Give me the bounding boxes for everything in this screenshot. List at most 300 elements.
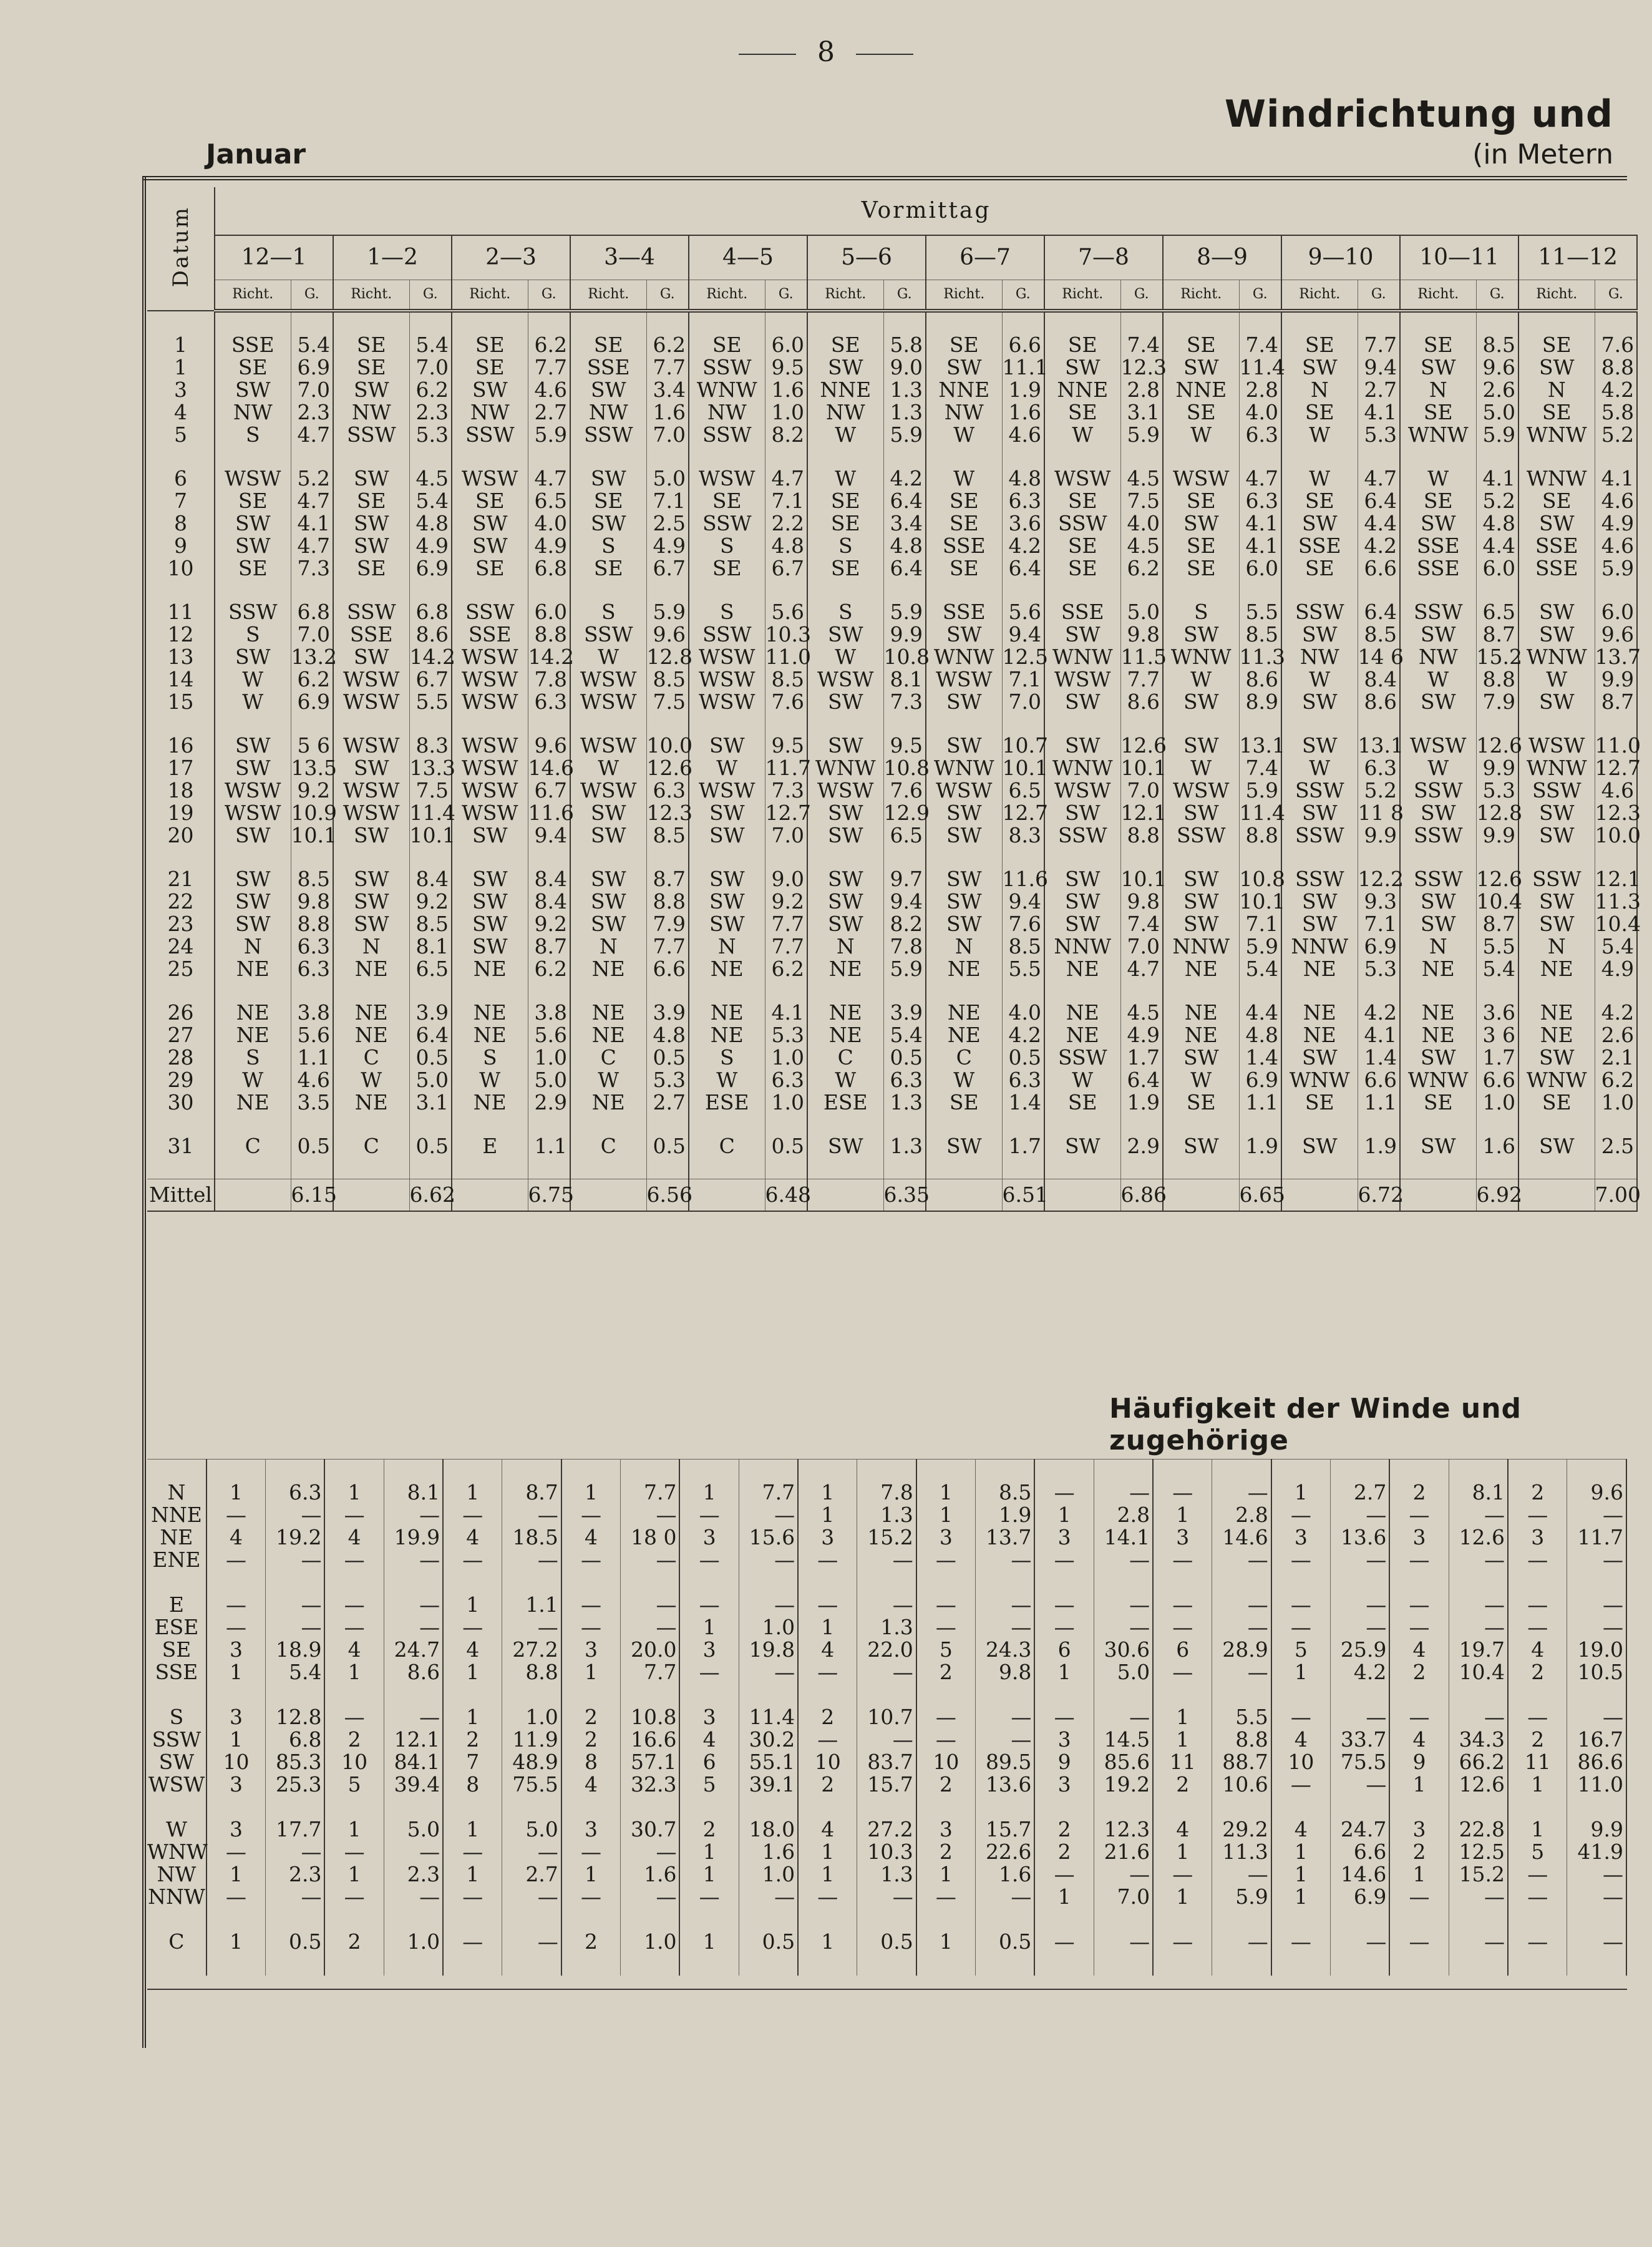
freq-speed: — <box>266 1594 325 1616</box>
freq-count: 2 <box>561 1706 621 1728</box>
day-cell: 24 <box>147 935 215 958</box>
freq-count: 3 <box>679 1639 739 1661</box>
speed-cell: 5.2 <box>1476 490 1518 512</box>
direction-cell: NW <box>689 401 765 424</box>
freq-row <box>147 1863 1626 1886</box>
freq-speed: 11.0 <box>1567 1773 1626 1796</box>
direction-cell: N <box>215 935 291 958</box>
direction-cell: SW <box>1163 1046 1239 1069</box>
freq-direction: S <box>147 1706 206 1728</box>
freq-count: — <box>1508 1549 1567 1571</box>
direction-cell: SE <box>689 490 765 512</box>
direction-cell: NE <box>1400 1002 1476 1024</box>
gap-cell <box>883 713 926 734</box>
freq-top-spacer <box>147 1459 1626 1481</box>
day-cell: 16 <box>147 734 215 757</box>
direction-cell: WSW <box>689 668 765 691</box>
direction-cell: N <box>926 935 1002 958</box>
direction-cell: C <box>807 1046 883 1069</box>
speed-cell: 4.8 <box>883 535 926 557</box>
freq-speed: — <box>1212 1594 1271 1616</box>
freq-speed: 55.1 <box>739 1751 798 1773</box>
gap-cell <box>689 1158 765 1179</box>
direction-cell: SE <box>215 356 291 379</box>
direction-cell: SSW <box>1044 1046 1120 1069</box>
speed-cell: 8.7 <box>646 868 689 890</box>
direction-cell: NE <box>1281 1024 1358 1046</box>
direction-cell: S <box>689 535 765 557</box>
mittel-value: 7.00 <box>1595 1179 1637 1212</box>
datum-header <box>147 187 215 311</box>
direction-cell: NE <box>570 1024 646 1046</box>
gap-cell <box>528 1114 570 1135</box>
speed-cell: 5.4 <box>1595 935 1637 958</box>
freq-count: — <box>1034 1863 1094 1886</box>
speed-cell: 11.0 <box>1595 733 1641 758</box>
gap-cell <box>976 1684 1035 1706</box>
table-row <box>147 1135 1637 1158</box>
gap-cell <box>409 1158 452 1179</box>
speed-cell: 8.5 <box>765 668 807 691</box>
gap-cell <box>1518 1158 1595 1179</box>
freq-speed: — <box>621 1504 680 1526</box>
speed-cell: 5.4 <box>409 334 452 356</box>
gap-cell <box>570 311 646 334</box>
direction-cell: SE <box>452 334 528 356</box>
direction-cell: W <box>215 691 291 713</box>
speed-cell: 10.1 <box>291 823 337 847</box>
freq-count: — <box>1508 1931 1567 1953</box>
speed-cell: 6.5 <box>1476 601 1518 623</box>
speed-cell: 12.2 <box>1358 867 1404 891</box>
direction-cell: SW <box>1044 1135 1120 1158</box>
gap-cell <box>333 1158 409 1179</box>
direction-cell: SW <box>1518 1135 1595 1158</box>
freq-count: — <box>561 1549 621 1571</box>
gap-cell <box>1239 1158 1281 1179</box>
freq-count: — <box>1271 1616 1331 1639</box>
gap-cell <box>1002 1114 1044 1135</box>
mittel-value: 6.56 <box>646 1179 689 1212</box>
direction-cell: SW <box>807 356 883 379</box>
freq-speed: — <box>1212 1931 1271 1953</box>
gap-cell <box>976 1459 1035 1481</box>
freq-count: 4 <box>1508 1639 1567 1661</box>
speed-cell: 13.1 <box>1239 733 1285 758</box>
direction-cell: SE <box>1281 557 1358 580</box>
day-cell: 1 <box>147 334 215 356</box>
freq-count: 1 <box>443 1661 502 1684</box>
direction-cell: SSE <box>1400 535 1476 557</box>
gap-cell <box>739 1953 798 1976</box>
freq-count: 5 <box>324 1773 384 1796</box>
gap-cell <box>324 1796 384 1818</box>
gap-cell <box>1153 1796 1212 1818</box>
freq-count: 1 <box>206 1863 266 1886</box>
speed-cell: 5.9 <box>1476 424 1518 446</box>
freq-speed: — <box>1567 1594 1626 1616</box>
freq-count: 9 <box>1034 1751 1094 1773</box>
gap-cell <box>1518 980 1595 1002</box>
speed-cell: 8.3 <box>409 734 452 757</box>
speed-cell: 7.7 <box>765 913 807 935</box>
freq-speed: 14.6 <box>1331 1863 1390 1886</box>
speed-cell: 4.5 <box>1120 467 1163 490</box>
direction-cell: NE <box>1163 1024 1239 1046</box>
freq-row <box>147 1818 1626 1841</box>
freq-direction: SW <box>147 1751 206 1773</box>
table-row <box>147 535 1637 557</box>
speed-cell: 7.7 <box>765 935 807 958</box>
direction-cell: W <box>215 668 291 691</box>
freq-speed: — <box>1212 1661 1271 1684</box>
gap-cell <box>1094 1953 1153 1976</box>
mittel-value: 6.92 <box>1476 1179 1518 1212</box>
freq-count: 4 <box>679 1728 739 1751</box>
freq-count: 3 <box>561 1639 621 1661</box>
freq-count: 1 <box>1508 1773 1567 1796</box>
freq-speed: — <box>1094 1481 1153 1504</box>
freq-row <box>147 1639 1626 1661</box>
gap-cell <box>646 847 689 868</box>
speed-cell: 1.6 <box>646 401 689 424</box>
gap-cell <box>215 713 291 734</box>
day-cell: 10 <box>147 557 215 580</box>
direction-cell: WSW <box>689 467 765 490</box>
freq-speed: 8.8 <box>1212 1728 1271 1751</box>
gap-cell <box>502 1953 561 1976</box>
direction-cell: NE <box>333 958 409 980</box>
speed-cell: 3.9 <box>883 1002 926 1024</box>
freq-speed: 13.7 <box>976 1526 1035 1549</box>
speed-cell: 5.0 <box>1120 601 1163 623</box>
freq-speed: 0.5 <box>976 1931 1035 1953</box>
direction-cell: SW <box>452 935 528 958</box>
freq-count: 10 <box>916 1751 976 1773</box>
speed-cell: 7.4 <box>1239 334 1281 356</box>
freq-speed: 14.5 <box>1094 1728 1153 1751</box>
freq-speed: — <box>266 1616 325 1639</box>
direction-cell: W <box>1163 424 1239 446</box>
speed-cell: 4.0 <box>1120 512 1163 535</box>
speed-cell: 2.9 <box>1120 1135 1163 1158</box>
speed-cell: 8.5 <box>1002 935 1044 958</box>
speed-cell: 1.1 <box>1358 1091 1400 1114</box>
gap-cell <box>1595 847 1637 868</box>
speed-cell: 1.4 <box>1002 1091 1044 1114</box>
freq-speed: 2.3 <box>266 1863 325 1886</box>
gap-cell <box>1034 1459 1094 1481</box>
gap-cell <box>1449 1571 1508 1594</box>
freq-speed: — <box>857 1728 916 1751</box>
speed-cell: 4.1 <box>1476 467 1518 490</box>
gap-cell <box>409 847 452 868</box>
freq-speed: 6.8 <box>266 1728 325 1751</box>
direction-cell: SSE <box>1044 601 1120 623</box>
speed-cell: 6.3 <box>765 1069 807 1091</box>
speed-cell: 3.8 <box>528 1002 570 1024</box>
speed-cell: 5.9 <box>646 601 689 623</box>
speed-cell: 7.1 <box>646 490 689 512</box>
gap-cell <box>1389 1953 1449 1976</box>
freq-count: 3 <box>1389 1526 1449 1549</box>
gap-cell <box>1034 1571 1094 1594</box>
direction-cell: NE <box>807 958 883 980</box>
table-row <box>147 913 1637 935</box>
speed-cell: 6.4 <box>1120 1069 1163 1091</box>
freq-count: — <box>561 1616 621 1639</box>
freq-count: — <box>1153 1863 1212 1886</box>
speed-cell: 10.9 <box>291 801 337 825</box>
direction-cell: C <box>570 1046 646 1069</box>
freq-speed: 17.7 <box>266 1818 325 1841</box>
direction-cell: SW <box>1163 913 1239 935</box>
speed-cell: 5.0 <box>409 1069 452 1091</box>
day-cell: 11 <box>147 601 215 623</box>
freq-count: — <box>1508 1616 1567 1639</box>
freq-count: 1 <box>798 1616 857 1639</box>
freq-speed: 1.1 <box>502 1594 561 1616</box>
speed-cell: 8.7 <box>1476 623 1518 646</box>
freq-speed: — <box>976 1549 1035 1571</box>
direction-cell: SW <box>452 868 528 890</box>
hour-header: 3—4 <box>570 235 689 280</box>
day-cell: 19 <box>147 802 215 824</box>
speed-cell: 6.3 <box>1002 1069 1044 1091</box>
freq-count: — <box>1153 1549 1212 1571</box>
direction-cell: WNW <box>1518 1069 1595 1091</box>
direction-cell: NE <box>1163 1002 1239 1024</box>
speed-cell: 8.5 <box>646 824 689 847</box>
gap-cell <box>570 980 646 1002</box>
speed-cell: 6.7 <box>409 668 452 691</box>
speed-cell: 5.9 <box>528 424 570 446</box>
direction-cell: SE <box>215 490 291 512</box>
direction-cell: C <box>570 1135 646 1158</box>
mittel-value: 6.15 <box>291 1179 333 1212</box>
direction-cell: W <box>807 424 883 446</box>
speed-cell: 9.4 <box>528 824 570 847</box>
gap-cell <box>215 311 291 334</box>
gap-cell <box>1281 1114 1358 1135</box>
direction-cell: SSW <box>333 601 409 623</box>
speed-cell: 6.3 <box>646 779 689 802</box>
gap-cell <box>765 446 807 467</box>
speed-cell: 6.8 <box>409 601 452 623</box>
freq-count: 1 <box>1389 1773 1449 1796</box>
direction-cell: W <box>926 1069 1002 1091</box>
gap-cell <box>147 713 215 734</box>
freq-speed: 24.7 <box>1331 1818 1390 1841</box>
gap-cell <box>1567 1908 1626 1931</box>
freq-speed: 0.5 <box>739 1931 798 1953</box>
gap-cell <box>1034 1953 1094 1976</box>
freq-speed: — <box>857 1661 916 1684</box>
freq-bottom-spacer <box>147 1953 1626 1976</box>
freq-count: — <box>916 1594 976 1616</box>
freq-count: 1 <box>324 1818 384 1841</box>
gap-cell <box>1389 1571 1449 1594</box>
freq-count: — <box>324 1706 384 1728</box>
freq-speed: 8.8 <box>502 1661 561 1684</box>
direction-cell: WSW <box>1163 467 1239 490</box>
direction-cell: NE <box>570 958 646 980</box>
direction-cell: W <box>570 1069 646 1091</box>
speed-cell: 6.8 <box>291 601 333 623</box>
direction-cell: NW <box>570 401 646 424</box>
speed-cell: 9.4 <box>1358 356 1400 379</box>
speed-cell: 7.7 <box>528 356 570 379</box>
direction-cell: SE <box>333 490 409 512</box>
gap-cell <box>443 1571 502 1594</box>
speed-cell: 1.0 <box>765 1091 807 1114</box>
gap-cell <box>206 1459 266 1481</box>
gap-cell <box>443 1459 502 1481</box>
speed-cell: 5.5 <box>1476 935 1518 958</box>
gap-cell <box>621 1571 680 1594</box>
freq-speed: 10.4 <box>1449 1661 1508 1684</box>
speed-cell: 6.2 <box>291 668 333 691</box>
freq-speed: 8.7 <box>502 1481 561 1504</box>
freq-speed: 86.6 <box>1567 1751 1626 1773</box>
direction-cell: WSW <box>807 779 883 802</box>
direction-cell: SE <box>689 557 765 580</box>
gap-cell <box>333 580 409 601</box>
speed-cell: 6.3 <box>1239 424 1281 446</box>
direction-cell: W <box>926 467 1002 490</box>
freq-count: — <box>1389 1886 1449 1908</box>
speed-cell: 5.6 <box>291 1024 333 1046</box>
freq-speed: — <box>621 1841 680 1863</box>
table-row <box>147 824 1637 847</box>
speed-cell: 3.4 <box>883 512 926 535</box>
gap-cell <box>1120 580 1163 601</box>
speed-cell: 7.0 <box>291 623 333 646</box>
direction-cell: SW <box>333 467 409 490</box>
freq-speed: 18.0 <box>739 1818 798 1841</box>
freq-count: 1 <box>798 1481 857 1504</box>
direction-cell: SW <box>570 824 646 847</box>
speed-cell: 14.2 <box>409 645 455 669</box>
freq-count: 2 <box>1389 1661 1449 1684</box>
speed-cell: 6.3 <box>1002 490 1044 512</box>
freq-speed: 2.3 <box>384 1863 443 1886</box>
gap-cell <box>333 1114 409 1135</box>
direction-cell: WSW <box>215 467 291 490</box>
freq-speed: — <box>739 1886 798 1908</box>
freq-count: 3 <box>1034 1728 1094 1751</box>
speed-cell: 12.1 <box>1595 867 1641 891</box>
freq-count: 3 <box>679 1526 739 1549</box>
speed-cell: 6.5 <box>409 958 452 980</box>
freq-row <box>147 1549 1626 1571</box>
richt-subheader: Richt. <box>570 280 646 311</box>
table-row <box>147 868 1637 890</box>
freq-count: — <box>206 1594 266 1616</box>
direction-cell: SW <box>215 379 291 401</box>
direction-cell: SSW <box>215 601 291 623</box>
speed-cell: 4.8 <box>1002 467 1044 490</box>
freq-speed: 12.3 <box>1094 1818 1153 1841</box>
speed-cell: 5.6 <box>528 1024 570 1046</box>
direction-cell: WNW <box>1518 467 1595 490</box>
freq-count: — <box>1034 1706 1094 1728</box>
freq-speed: — <box>739 1504 798 1526</box>
speed-cell: 0.5 <box>291 1135 333 1158</box>
freq-row <box>147 1661 1626 1684</box>
direction-cell: SSW <box>1044 512 1120 535</box>
gap-cell <box>765 980 807 1002</box>
freq-speed: 30.7 <box>621 1818 680 1841</box>
gap-cell <box>1449 1459 1508 1481</box>
gap-cell <box>1120 847 1163 868</box>
freq-count: 1 <box>1153 1706 1212 1728</box>
freq-count: 2 <box>443 1728 502 1751</box>
direction-cell: SW <box>926 734 1002 757</box>
speed-cell: 5.0 <box>646 467 689 490</box>
gap-cell <box>1239 311 1281 334</box>
freq-speed: — <box>1449 1706 1508 1728</box>
speed-cell: 5.6 <box>1002 601 1044 623</box>
freq-count: 3 <box>1508 1526 1567 1549</box>
speed-cell: 12.1 <box>1120 801 1167 825</box>
freq-speed: 5.4 <box>266 1661 325 1684</box>
direction-cell: SSE <box>926 601 1002 623</box>
gap-cell <box>679 1953 739 1976</box>
freq-count: 1 <box>798 1841 857 1863</box>
gap-cell <box>689 311 765 334</box>
freq-count: 4 <box>561 1526 621 1549</box>
direction-cell: WSW <box>570 668 646 691</box>
direction-cell: SSW <box>452 601 528 623</box>
table-row <box>147 512 1637 535</box>
direction-cell: S <box>807 535 883 557</box>
freq-speed: — <box>621 1886 680 1908</box>
direction-cell: WSW <box>689 691 765 713</box>
direction-cell: SW <box>1518 913 1595 935</box>
speed-cell: 0.5 <box>765 1135 807 1158</box>
gap-cell <box>916 1459 976 1481</box>
gap-cell <box>646 580 689 601</box>
direction-cell: C <box>333 1046 409 1069</box>
speed-cell: 8.2 <box>883 913 926 935</box>
direction-cell: W <box>1044 424 1120 446</box>
speed-cell: 9.3 <box>1358 890 1400 913</box>
freq-speed: 85.3 <box>266 1751 325 1773</box>
direction-cell: NE <box>452 1002 528 1024</box>
gap-cell <box>883 1158 926 1179</box>
freq-speed: 5.0 <box>502 1818 561 1841</box>
speed-cell: 2.1 <box>1595 1046 1637 1069</box>
richt-subheader: Richt. <box>1163 280 1239 311</box>
direction-cell: SE <box>333 356 409 379</box>
freq-count: 5 <box>679 1773 739 1796</box>
gap-cell <box>1044 311 1120 334</box>
gap-cell <box>1567 1571 1626 1594</box>
direction-cell: NW <box>452 401 528 424</box>
freq-row <box>147 1504 1626 1526</box>
gap-cell <box>1094 1684 1153 1706</box>
freq-row <box>147 1616 1626 1639</box>
direction-cell: S <box>570 601 646 623</box>
speed-cell: 10.8 <box>883 756 930 780</box>
gap-cell <box>1518 1114 1595 1135</box>
direction-cell: SE <box>333 334 409 356</box>
freq-speed: 1.3 <box>857 1616 916 1639</box>
speed-cell: 2.6 <box>1595 1024 1637 1046</box>
direction-cell: SW <box>1281 913 1358 935</box>
speed-cell: 12.7 <box>1002 801 1048 825</box>
